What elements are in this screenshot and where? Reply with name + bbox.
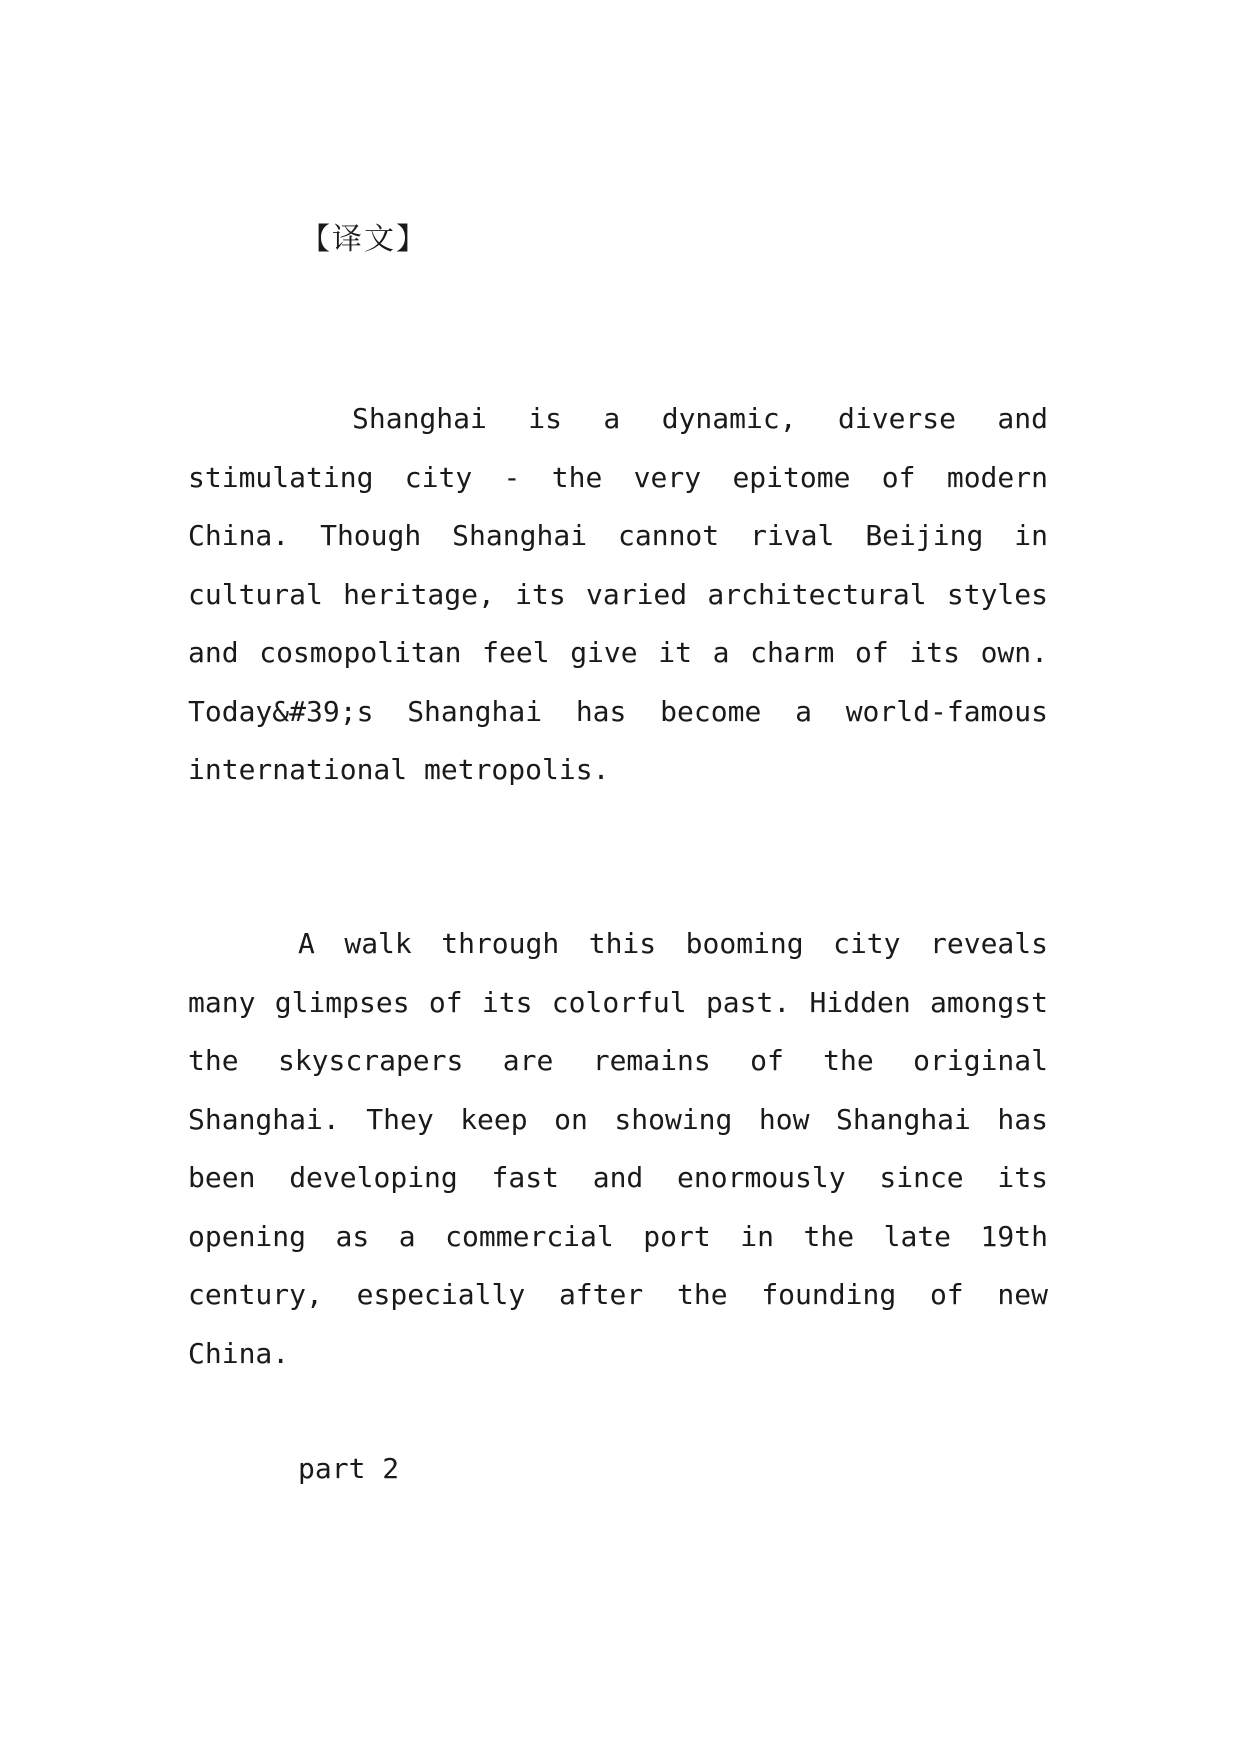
paragraph-shanghai-intro: Shanghai is a dynamic, diverse and stimulating city - the very epitome of modern China. Though Shanghai cannot rival Beijing in cultural heritage, its varied architectural styles and cosmopolitan feel give it a charm of its own. Today&#39;s Shanghai has become a world-famous international metropolis. bbox=[188, 402, 1048, 786]
paragraph-shanghai-history: A walk through this booming city reveals many glimpses of its colorful past. Hidden amongst the skyscrapers are remains of the original Shanghai. They keep on showing how Shanghai has been developing fast and enormously since its opening as a commercial port in the late 19th century, especially after the founding of new China. bbox=[188, 927, 1048, 1370]
translation-heading: 【译文】 bbox=[300, 222, 428, 257]
section-label: part 2 bbox=[298, 1452, 400, 1485]
